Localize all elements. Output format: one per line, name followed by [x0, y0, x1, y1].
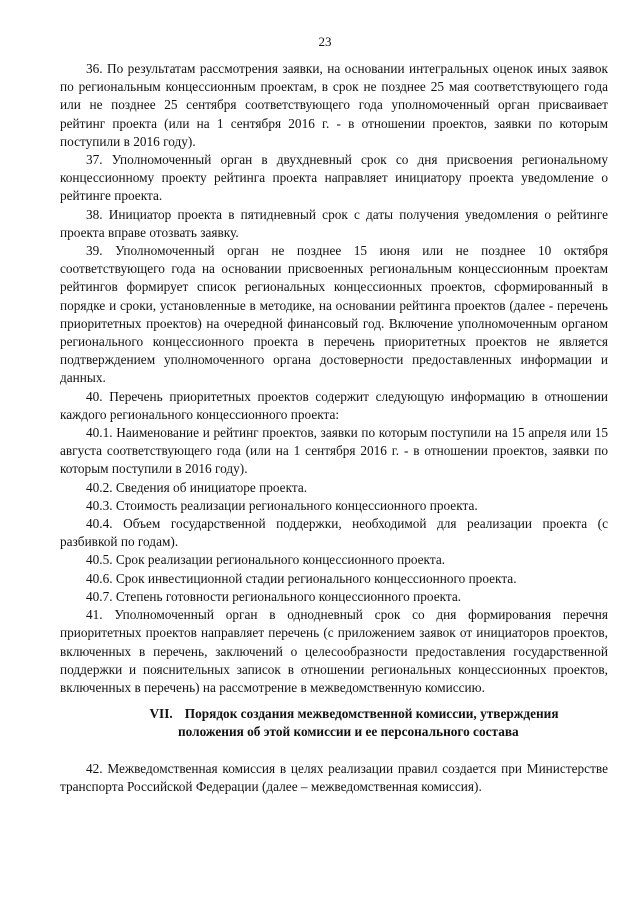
section-title-line2: положения об этой комиссии и ее персонального состава [178, 724, 519, 740]
section-heading-line1 [60, 705, 608, 723]
paragraph-40-7: 40.7. Степень готовности регионального концессионного проекта. [86, 588, 462, 604]
paragraph-40-3: 40.3. Стоимость реализации регионального концессионного проекта. [86, 497, 478, 513]
paragraph-40-4: 40.4. Объем государственной поддержки, необходимой для реализации проекта (с разбивкой по годам). [60, 516, 608, 550]
paragraph-40-6: 40.6. Срок инвестиционной стадии регионального концессионного проекта. [86, 570, 517, 586]
paragraph-40: 40. Перечень приоритетных проектов содержит следующую информацию в отношении каждого регионального концессионного проекта: [60, 388, 608, 422]
paragraph-37: 37. Уполномоченный орган в двухдневный срок со дня присвоения региональному концессионному проекту рейтинга проекта направляет инициатору проекта уведомление о рейтинге проекта. [60, 152, 608, 204]
section-heading [60, 705, 608, 741]
paragraph-40-2: 40.2. Сведения об инициаторе проекта. [86, 479, 308, 495]
paragraph-38: 38. Инициатор проекта в пятидневный срок с даты получения уведомления о рейтинге проекта вправе отозвать заявку. [60, 206, 608, 240]
paragraph-40-1: 40.1. Наименование и рейтинг проектов, заявки по которым поступили на 15 апреля или 15 августа соответствующего года (или на 1 сентября 2016 г. - в отношении проектов, заявки по которым поступили в 2016 году). [60, 425, 608, 477]
paragraph-41: 41. Уполномоченный орган в однодневный срок со дня формирования перечня приоритетных проектов направляет перечень (с приложением заявок от инициаторов проектов, включенных в перечень, заключений о целесообразности предоставления государственной поддержки и пояснительных записок в отношении региональных концессионных проектов, включенных в перечень) на рассмотрение в межведомственную комиссию. [60, 607, 608, 695]
paragraph-36: 36. По результатам рассмотрения заявки, на основании интегральных оценок иных заявок по региональным концессионным проектам, в срок не позднее 25 мая соответствующего года или не позднее 25 сентября соответствующего года уполномоченный орган присваивает рейтинг проекта (или на 1 сентября 2016 г. - в отношении проектов, заявки по которым поступили в 2016 году). [60, 61, 608, 149]
paragraph-39: 39. Уполномоченный орган не позднее 15 июня или не позднее 10 октября соответствующего года на основании присвоенных региональным концессионным проектам рейтингов формирует список региональных концессионных проектов, сформированный в порядке и сроки, установленные в методике, на основании рейтинга проектов (далее - перечень приоритетных проектов) на очередной финансовый год. Включение уполномоченным органом регионального концессионного проекта в перечень приоритетных проектов не является подтверждением уполномоченного органа достоверности предоставленных информации и данных. [60, 243, 608, 386]
paragraph-40-5: 40.5. Срок реализации регионального концессионного проекта. [86, 552, 446, 568]
paragraph-42: 42. Межведомственная комиссия в целях реализации правил создается при Министерстве транспорта Российской Федерации (далее – межведомственная комиссия). [60, 760, 608, 794]
section-number: VII. [149, 706, 173, 722]
page-number: 23 [318, 34, 332, 49]
section-title-line1: Порядок создания межведомственной комиссии, утверждения [184, 706, 559, 722]
